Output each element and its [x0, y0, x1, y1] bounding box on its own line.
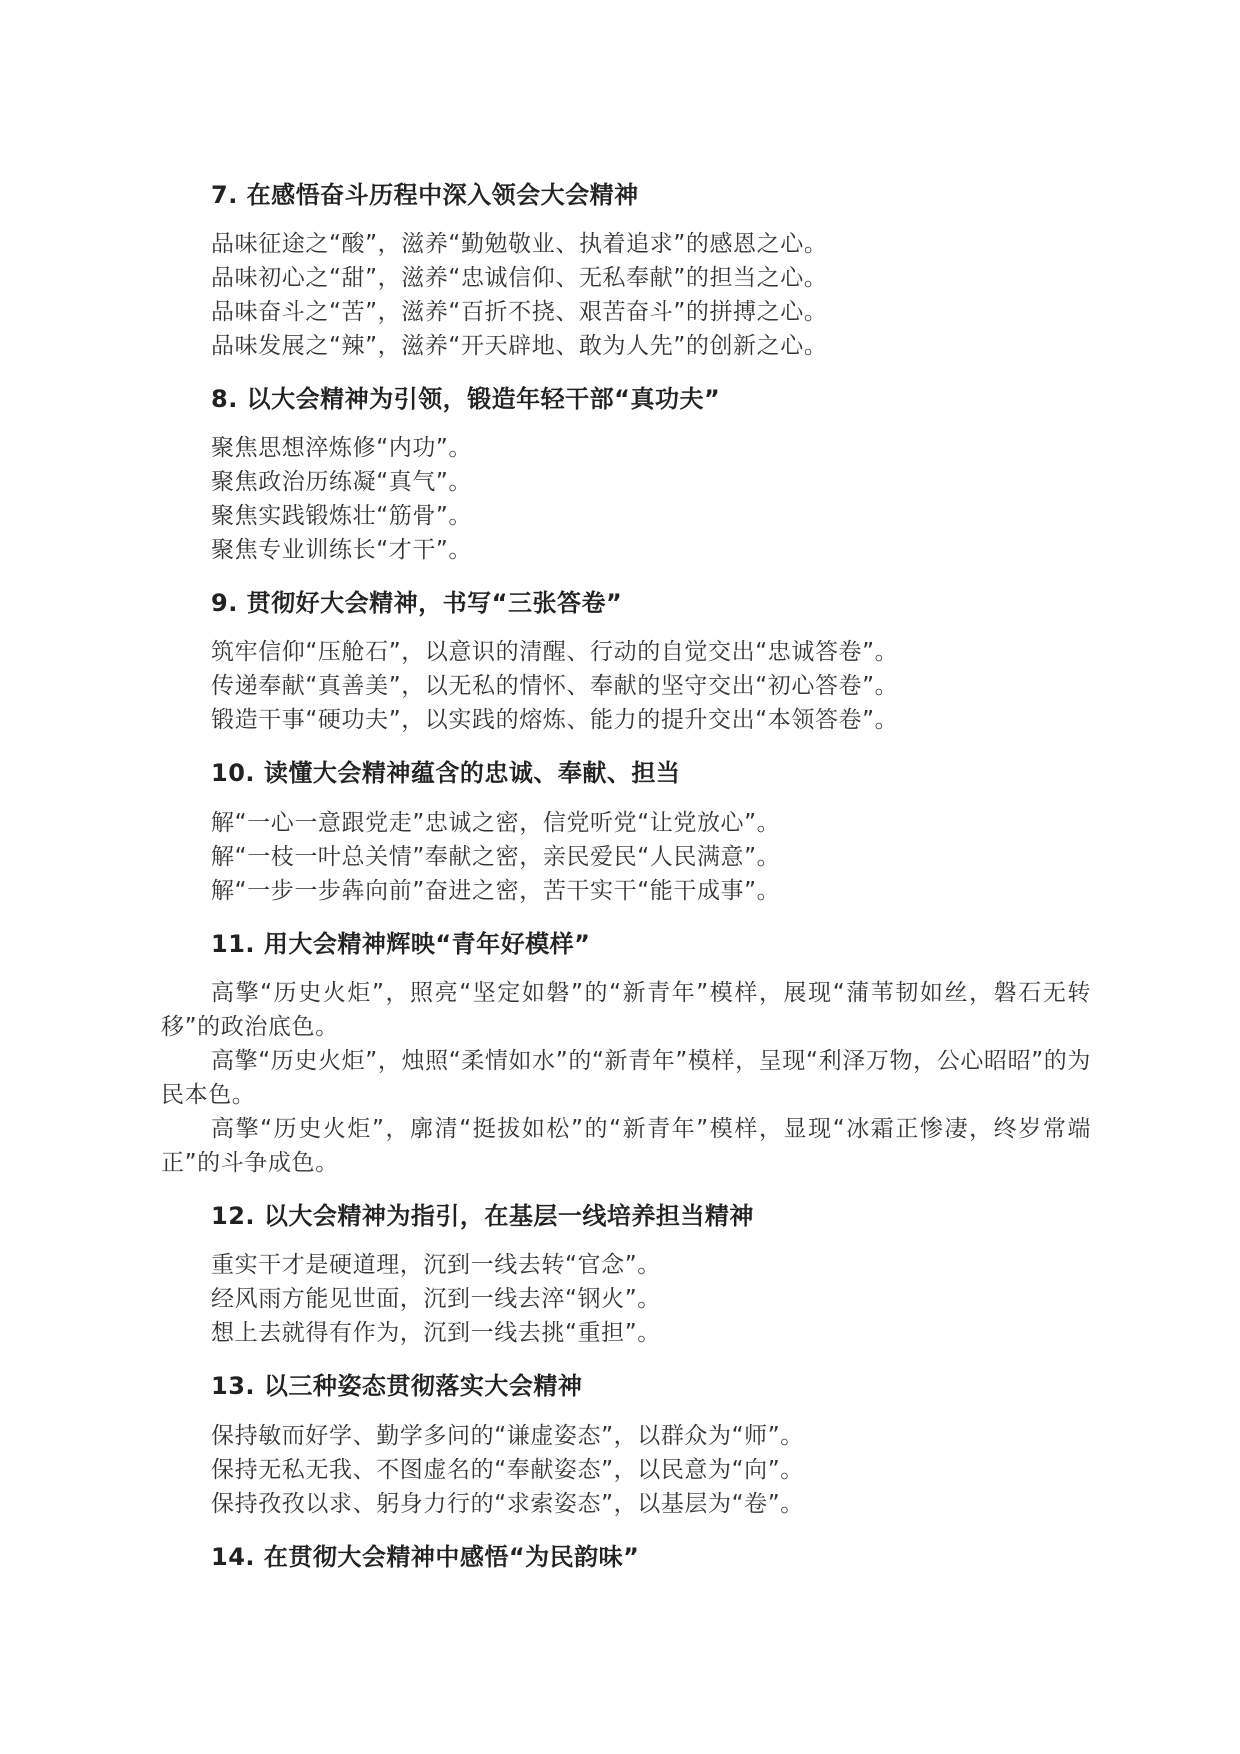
- section-10-line-1: 解“一心一意跟党走”忠诚之密，信党听党“让党放心”。: [211, 810, 781, 836]
- section-13-line-3: 保持孜孜以求、躬身力行的“求索姿态”，以基层为“卷”。: [211, 1491, 804, 1517]
- section-heading-12: 12. 以大会精神为指引，在基层一线培养担当精神: [211, 1202, 754, 1230]
- section-9-line-3: 锻造干事“硬功夫”，以实践的熔炼、能力的提升交出“本领答卷”。: [211, 707, 899, 733]
- section-heading-13: 13. 以三种姿态贯彻落实大会精神: [211, 1372, 583, 1400]
- section-7-line-1: 品味征途之“酸”，滋养“勤勉敬业、执着追求”的感恩之心。: [211, 231, 828, 257]
- section-heading-14: 14. 在贯彻大会精神中感悟“为民韵味”: [211, 1543, 640, 1571]
- section-7-line-4: 品味发展之“辣”，滋养“开天辟地、敢为人先”的创新之心。: [211, 333, 828, 359]
- section-heading-8: 8. 以大会精神为引领，锻造年轻干部“真功夫”: [211, 385, 721, 413]
- section-12-line-2: 经风雨方能见世面，沉到一线去淬“钢火”。: [211, 1286, 661, 1312]
- section-11-paragraph-3: 高擎“历史火炬”，廓清“挺拔如松”的“新青年”模样，显现“冰霜正惨凄，终岁常端正”的斗争成色。: [161, 1116, 1091, 1176]
- section-8-line-2: 聚焦政治历练凝“真气”。: [211, 469, 473, 495]
- section-10-line-3: 解“一步一步犇向前”奋进之密，苦干实干“能干成事”。: [211, 878, 781, 904]
- section-8-line-1: 聚焦思想淬炼修“内功”。: [211, 435, 473, 461]
- section-13-line-1: 保持敏而好学、勤学多问的“谦虚姿态”，以群众为“师”。: [211, 1423, 804, 1449]
- section-heading-11: 11. 用大会精神辉映“青年好模样”: [211, 930, 591, 958]
- section-11-paragraph-1: 高擎“历史火炬”，照亮“坚定如磐”的“新青年”模样，展现“蒲苇韧如丝，磐石无转移”的政治底色。: [161, 980, 1091, 1040]
- section-7-line-3: 品味奋斗之“苦”，滋养“百折不挠、艰苦奋斗”的拼搏之心。: [211, 299, 828, 325]
- section-7-line-2: 品味初心之“甜”，滋养“忠诚信仰、无私奉献”的担当之心。: [211, 265, 828, 291]
- section-10-line-2: 解“一枝一叶总关情”奉献之密，亲民爱民“人民满意”。: [211, 844, 781, 870]
- section-8-line-4: 聚焦专业训练长“才干”。: [211, 537, 473, 563]
- section-13-line-2: 保持无私无我、不图虚名的“奉献姿态”，以民意为“向”。: [211, 1457, 804, 1483]
- section-9-line-2: 传递奉献“真善美”，以无私的情怀、奉献的坚守交出“初心答卷”。: [211, 673, 899, 699]
- section-12-line-1: 重实干才是硬道理，沉到一线去转“官念”。: [211, 1252, 661, 1278]
- section-heading-10: 10. 读懂大会精神蕴含的忠诚、奉献、担当: [211, 759, 681, 787]
- section-12-line-3: 想上去就得有作为，沉到一线去挑“重担”。: [211, 1320, 661, 1346]
- section-8-line-3: 聚焦实践锻炼壮“筋骨”。: [211, 503, 473, 529]
- section-11-paragraph-2: 高擎“历史火炬”，烛照“柔情如水”的“新青年”模样，呈现“利泽万物，公心昭昭”的为民本色。: [161, 1048, 1091, 1108]
- section-9-line-1: 筑牢信仰“压舱石”，以意识的清醒、行动的自觉交出“忠诚答卷”。: [211, 639, 899, 665]
- section-heading-9: 9. 贯彻好大会精神，书写“三张答卷”: [211, 589, 623, 617]
- section-heading-7: 7. 在感悟奋斗历程中深入领会大会精神: [211, 181, 639, 209]
